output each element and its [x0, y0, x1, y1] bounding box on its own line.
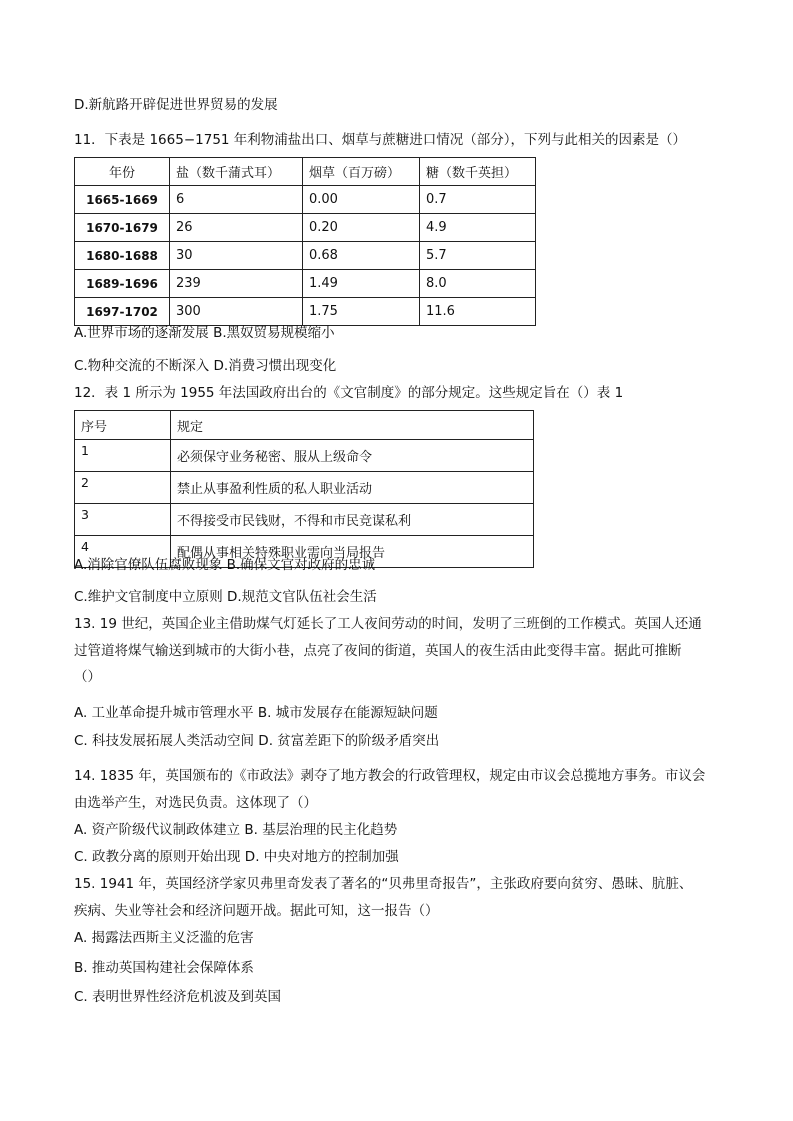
tobacco-cell: 0.00 — [303, 186, 420, 214]
table-row — [75, 270, 536, 298]
q12-table — [74, 410, 534, 568]
table-row — [75, 472, 534, 504]
rule-cell: 禁止从事盈利性质的私人职业活动 — [171, 472, 534, 504]
tobacco-cell: 1.49 — [303, 270, 420, 298]
q13-line-1: 13. 19 世纪，英国企业主借助煤气灯延长了工人夜间劳动的时间，发明了三班倒的工作模式。英国人还通 — [74, 616, 702, 632]
index-cell: 1 — [75, 440, 171, 472]
sugar-cell: 0.7 — [420, 186, 536, 214]
salt-cell: 30 — [170, 242, 303, 270]
rule-cell: 配偶从事相关特殊职业需向当局报告 — [171, 536, 534, 568]
sugar-cell: 8.0 — [420, 270, 536, 298]
q14-options-ab: A. 资产阶级代议制政体建立 B. 基层治理的民主化趋势 — [74, 822, 398, 838]
rule-cell: 不得接受市民钱财，不得和市民竞谋私利 — [171, 504, 534, 536]
tobacco-cell: 1.75 — [303, 298, 420, 326]
q12-stem: 12．表 1 所示为 1955 年法国政府出台的《文官制度》的部分规定。这些规定旨在（）表 1 — [74, 385, 624, 401]
q11-table — [74, 157, 536, 326]
sugar-cell: 5.7 — [420, 242, 536, 270]
tobacco-cell: 0.68 — [303, 242, 420, 270]
q11-options-ab: A.世界市场的逐渐发展 B.黑奴贸易规模缩小 — [74, 325, 335, 341]
rule-cell: 必须保守业务秘密、服从上级命令 — [171, 440, 534, 472]
sugar-cell: 11.6 — [420, 298, 536, 326]
year-cell: 1680-1688 — [75, 242, 170, 270]
q12-options-ab: A.消除官僚队伍腐败现象 B.确保文官对政府的忠诚 — [74, 557, 376, 573]
q11-options-cd: C.物种交流的不断深入 D.消费习惯出现变化 — [74, 358, 337, 374]
header-salt: 盐（数千蒲式耳） — [170, 158, 303, 186]
q15-option-c: C. 表明世界性经济危机波及到英国 — [74, 989, 282, 1005]
year-cell: 1665-1669 — [75, 186, 170, 214]
year-cell: 1697-1702 — [75, 298, 170, 326]
q13-options-cd: C. 科技发展拓展人类活动空间 D. 贫富差距下的阶级矛盾突出 — [74, 733, 440, 749]
header-sugar: 糖（数千英担） — [420, 158, 536, 186]
salt-cell: 26 — [170, 214, 303, 242]
q15-line-1: 15. 1941 年，英国经济学家贝弗里奇发表了著名的“贝弗里奇报告”，主张政府要向贫穷、愚昧、肮脏、 — [74, 876, 693, 892]
q14-line-1: 14. 1835 年，英国颁布的《市政法》剥夺了地方教会的行政管理权，规定由市议会总揽地方事务。市议会 — [74, 768, 706, 784]
table-row — [75, 298, 536, 326]
header-tobacco: 烟草（百万磅） — [303, 158, 420, 186]
year-cell: 1670-1679 — [75, 214, 170, 242]
table-row — [75, 242, 536, 270]
q15-line-2: 疾病、失业等社会和经济问题开战。据此可知，这一报告（） — [74, 903, 439, 919]
q10-option-d: D.新航路开辟促进世界贸易的发展 — [74, 97, 278, 113]
table-row — [75, 214, 536, 242]
q11-stem: 11．下表是 1665−1751 年利物浦盐出口、烟草与蔗糖进口情况（部分），下列与此相关的因素是（） — [74, 132, 687, 148]
table-header-row — [75, 411, 534, 440]
q13-options-ab: A. 工业革命提升城市管理水平 B. 城市发展存在能源短缺问题 — [74, 705, 438, 721]
q14-line-2: 由选举产生，对选民负责。这体现了（） — [74, 795, 317, 811]
sugar-cell: 4.9 — [420, 214, 536, 242]
table-row — [75, 440, 534, 472]
index-cell: 3 — [75, 504, 171, 536]
table-header-row — [75, 158, 536, 186]
header-year: 年份 — [75, 158, 170, 186]
header-index: 序号 — [75, 411, 171, 440]
q13-line-2: 过管道将煤气输送到城市的大街小巷，点亮了夜间的街道，英国人的夜生活由此变得丰富。据此可推断 — [74, 643, 682, 659]
q15-option-b: B. 推动英国构建社会保障体系 — [74, 960, 254, 976]
q14-options-cd: C. 政教分离的原则开始出现 D. 中央对地方的控制加强 — [74, 849, 399, 865]
header-rule: 规定 — [171, 411, 534, 440]
index-cell: 2 — [75, 472, 171, 504]
salt-cell: 239 — [170, 270, 303, 298]
q15-option-a: A. 揭露法西斯主义泛滥的危害 — [74, 930, 254, 946]
index-cell: 4 — [75, 536, 171, 568]
year-cell: 1689-1696 — [75, 270, 170, 298]
q13-line-3: （） — [74, 669, 101, 685]
salt-cell: 300 — [170, 298, 303, 326]
salt-cell: 6 — [170, 186, 303, 214]
table-row — [75, 186, 536, 214]
table-row — [75, 504, 534, 536]
q12-options-cd: C.维护文官制度中立原则 D.规范文官队伍社会生活 — [74, 589, 377, 605]
tobacco-cell: 0.20 — [303, 214, 420, 242]
